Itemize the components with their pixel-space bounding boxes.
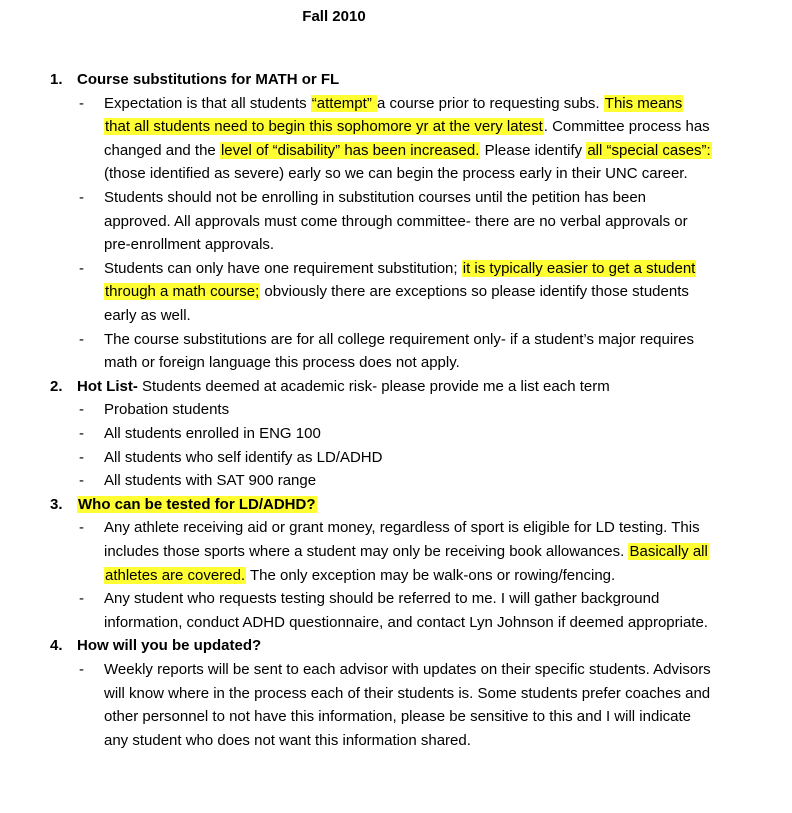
section-heading-description: Students deemed at academic risk- please provide me a list each term [137, 377, 610, 395]
bullet-dash: - [79, 425, 84, 442]
section-heading-text: Course substitutions for MATH or FL [77, 71, 340, 88]
highlighted-text: that all students need to begin this sophomore yr at the very latest [105, 118, 543, 136]
bullet-text-line [104, 116, 710, 137]
section-number: 3. [50, 495, 63, 513]
text-run: information, conduct ADHD questionnaire, and contact Lyn Johnson if deemed appropriate. [104, 613, 708, 631]
bullet-text-line [104, 565, 615, 586]
text-run: Any athlete receiving aid or grant money, regardless of sport is eligible for LD testing. This [104, 519, 700, 537]
bullet-text-line [104, 447, 382, 468]
text-run: The only exception may be walk-ons or rowing/fencing. [246, 566, 616, 584]
bullet-text-line [104, 683, 710, 704]
section-heading [77, 376, 610, 397]
text-run: . Committee process has [543, 118, 710, 136]
bullet-text-line [104, 517, 700, 538]
highlighted-text: through a math course; [105, 283, 260, 301]
bullet-text-line [104, 163, 688, 184]
text-run: pre-enrollment approvals. [104, 236, 275, 254]
highlighted-text: This means [604, 94, 683, 112]
section-heading-text: Hot List- [77, 377, 138, 395]
bullet-dash: - [79, 189, 84, 206]
text-run: Weekly reports will be sent to each advisor with updates on their specific students. Advisors [104, 661, 711, 678]
bullet-text-line [104, 588, 659, 609]
bullet-text-line [104, 258, 696, 279]
section-heading [77, 69, 339, 90]
text-run: All students enrolled in ENG 100 [104, 425, 321, 442]
highlighted-text: Basically all [629, 543, 708, 560]
text-run: Probation students [104, 401, 230, 419]
bullet-dash: - [79, 401, 84, 419]
section-heading-text: How will you be updated? [77, 637, 262, 655]
text-run: Students should not be enrolling in substitution courses until the petition has been [104, 189, 647, 206]
text-run: Please identify [480, 141, 587, 159]
text-run: All students who self identify as LD/ADHD [104, 448, 383, 466]
page-title: Fall 2010 [302, 8, 366, 25]
text-run: Expectation is that all students [104, 94, 311, 112]
text-run: Any student who requests testing should be referred to me. I will gather background [104, 590, 660, 608]
bullet-dash: - [79, 519, 84, 537]
highlighted-text: all “special cases”: [587, 141, 711, 159]
section-number: 1. [50, 71, 63, 88]
section-number: 4. [50, 637, 63, 655]
bullet-dash: - [79, 448, 84, 466]
bullet-text-line [104, 612, 708, 633]
bullet-text-line [104, 140, 712, 161]
bullet-text-line [104, 659, 711, 680]
text-run: approved. All approvals must come through committee- there are no verbal approvals or [104, 212, 688, 230]
bullet-text-line [104, 281, 689, 302]
bullet-text-line [104, 93, 683, 114]
text-run: early as well. [104, 307, 191, 324]
text-run: other personnel to not have this information, please be sensitive to this and I will indicate [104, 708, 692, 726]
bullet-text-line [104, 399, 229, 420]
bullet-dash: - [79, 590, 84, 608]
bullet-text-line [104, 211, 688, 232]
text-run: The course substitutions are for all college requirement only- if a student’s major requires [104, 330, 695, 348]
bullet-dash: - [79, 94, 84, 112]
bullet-dash: - [79, 661, 84, 678]
bullet-text-line [104, 329, 694, 350]
section-number: 2. [50, 377, 63, 395]
text-run: will know where in the process each of their students is. Some students prefer coaches and [104, 684, 711, 702]
text-run: math or foreign language this process does not apply. [104, 354, 460, 372]
bullet-dash: - [79, 259, 84, 277]
highlighted-text: level of “disability” has been increased. [220, 141, 480, 159]
bullet-text-line [104, 187, 646, 208]
bullet-dash: - [79, 472, 84, 490]
text-run: changed and the [104, 141, 220, 159]
bullet-text-line [104, 730, 471, 751]
bullet-text-line [104, 541, 709, 562]
section-heading [77, 635, 261, 656]
bullet-text-line [104, 234, 274, 255]
text-run: Students can only have one requirement substitution; [104, 259, 462, 277]
highlighted-text: “attempt” [311, 94, 376, 112]
text-run: includes those sports where a student may only be receiving book allowances. [104, 543, 629, 560]
bullet-dash: - [79, 330, 84, 348]
highlighted-text: it is typically easier to get a student [462, 259, 696, 277]
section-heading [77, 494, 317, 515]
bullet-text-line [104, 423, 321, 444]
bullet-text-line [104, 352, 460, 373]
text-run: obviously there are exceptions so please identify those students [260, 283, 689, 301]
highlighted-text: athletes are covered. [105, 566, 246, 584]
text-run: any student who does not want this information shared. [104, 731, 471, 749]
text-run: a course prior to requesting subs. [376, 94, 604, 112]
text-run: (those identified as severe) early so we can begin the process early in their UNC career. [104, 165, 688, 183]
text-run: All students with SAT 900 range [104, 472, 317, 490]
bullet-text-line [104, 470, 316, 491]
bullet-text-line [104, 706, 691, 727]
bullet-text-line [104, 305, 191, 326]
section-heading-text: Who can be tested for LD/ADHD? [78, 495, 316, 513]
